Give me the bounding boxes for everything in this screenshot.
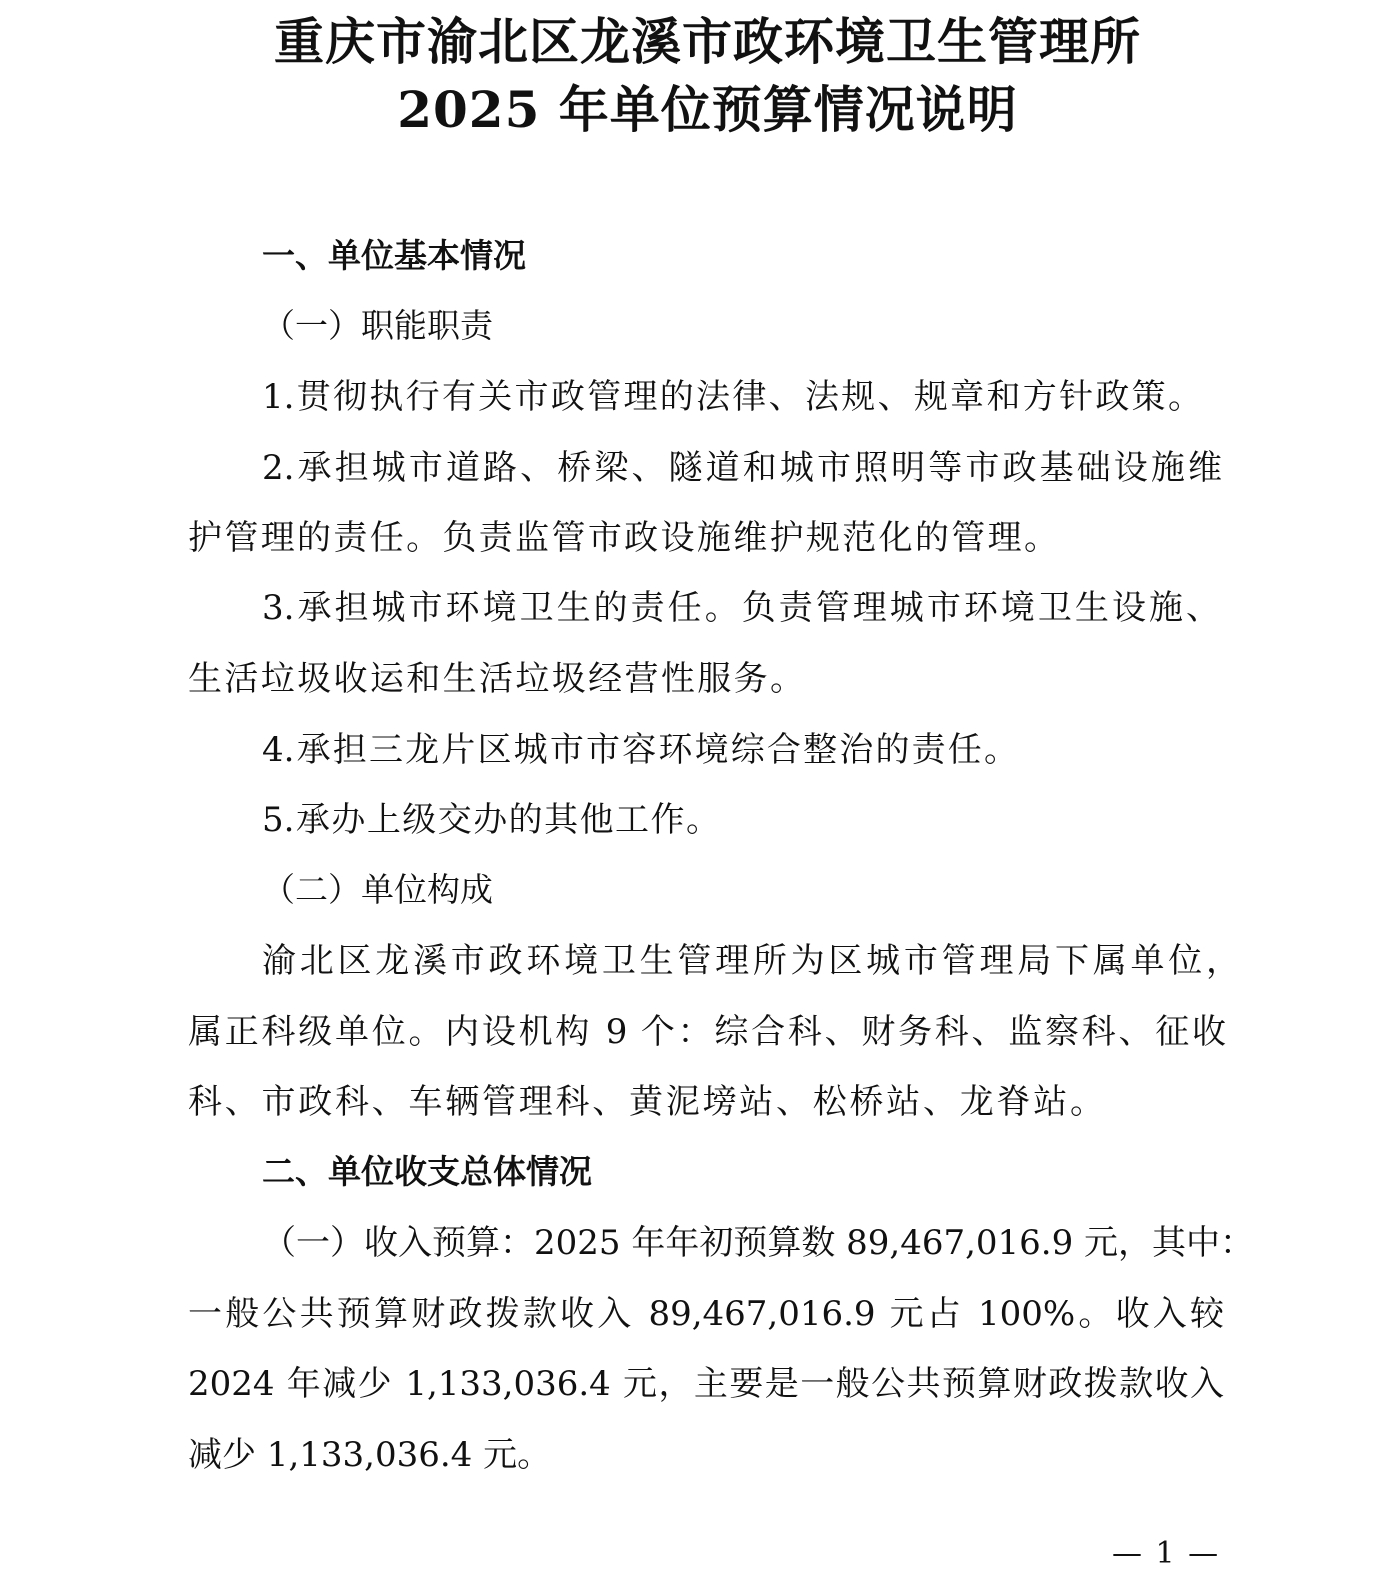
duty-item-1: 1.贯彻执行有关市政管理的法律、法规、规章和方针政策。	[262, 377, 1202, 417]
composition-line1: 渝北区龙溪市政环境卫生管理所为区城市管理局下属单位，	[262, 941, 1240, 981]
document-title-line1: 重庆市渝北区龙溪市政环境卫生管理所	[274, 12, 1141, 71]
duty-item-3-line1: 3.承担城市环境卫生的责任。负责管理城市环境卫生设施、	[262, 588, 1220, 628]
section1-heading: 一、单位基本情况	[262, 236, 526, 275]
duty-item-2-line1: 2.承担城市道路、桥梁、隧道和城市照明等市政基础设施维	[262, 448, 1222, 488]
document-title-line2: 2025 年单位预算情况说明	[397, 80, 1018, 139]
section1-sub1-heading: （一）职能职责	[262, 306, 493, 345]
duty-item-3-line2: 生活垃圾收运和生活垃圾经营性服务。	[188, 659, 804, 699]
duty-item-2-line2: 护管理的责任。负责监管市政设施维护规范化的管理。	[188, 518, 1058, 558]
page-number: — 1 —	[1112, 1536, 1221, 1571]
section2-heading: 二、单位收支总体情况	[262, 1152, 592, 1191]
duty-item-4: 4.承担三龙片区城市市容环境综合整治的责任。	[262, 730, 1018, 770]
section1-sub2-heading: （二）单位构成	[262, 870, 493, 909]
income-line4: 减少 1,133,036.4 元。	[188, 1435, 552, 1475]
composition-line2: 属正科级单位。内设机构 9 个：综合科、财务科、监察科、征收	[188, 1012, 1226, 1052]
income-line2: 一般公共预算财政拨款收入 89,467,016.9 元占 100%。收入较	[188, 1294, 1224, 1334]
duty-item-5: 5.承办上级交办的其他工作。	[262, 800, 720, 840]
income-line1: （一）收入预算：2025 年年初预算数 89,467,016.9 元，其中：	[262, 1223, 1255, 1263]
composition-line3: 科、市政科、车辆管理科、黄泥塝站、松桥站、龙脊站。	[188, 1082, 1104, 1122]
income-line3: 2024 年减少 1,133,036.4 元，主要是一般公共预算财政拨款收入	[188, 1364, 1224, 1404]
